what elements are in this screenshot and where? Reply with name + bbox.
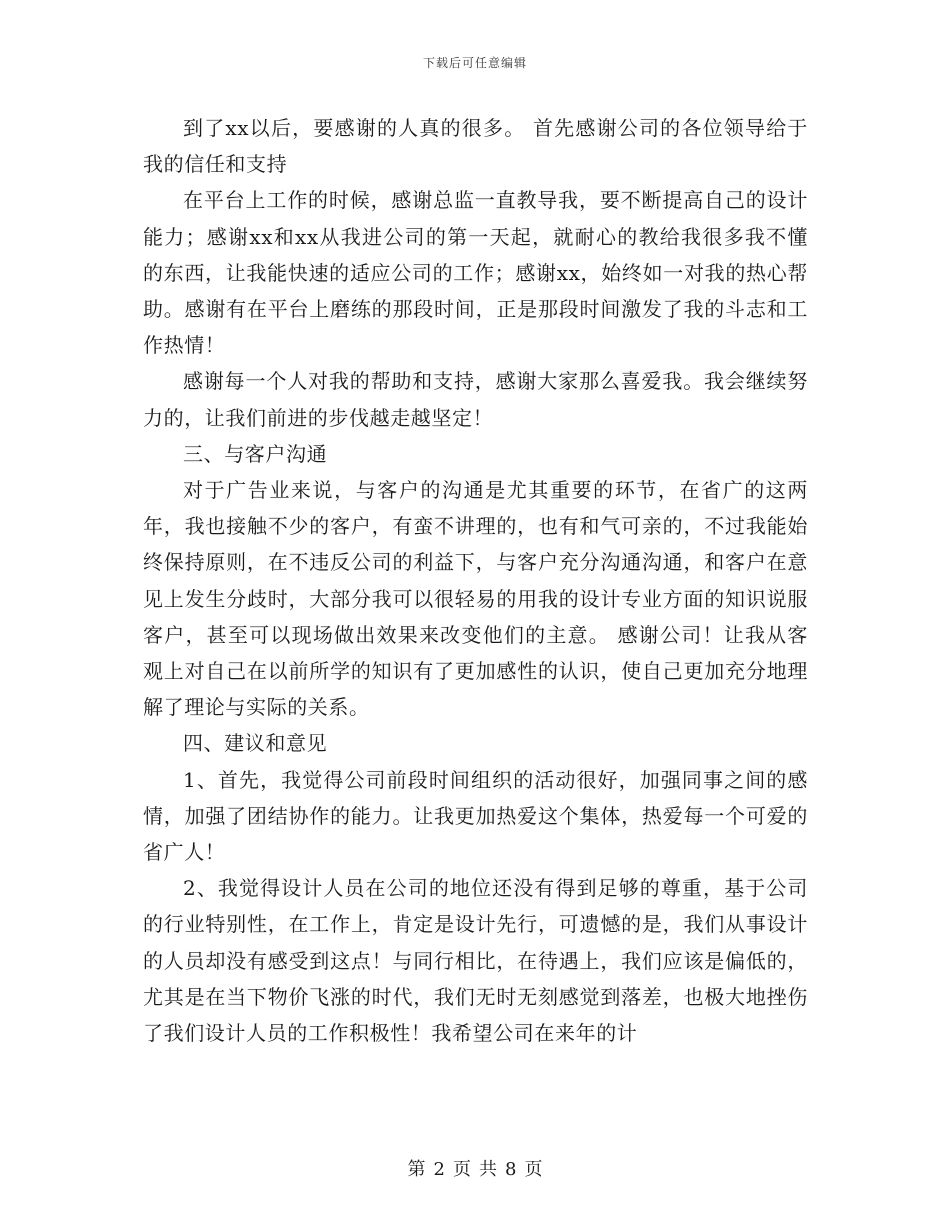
- paragraph-suggestion-1: 1、首先，我觉得公司前段时间组织的活动很好，加强同事之间的感情，加强了团结协作的能力。让我更加热爱这个集体，热爱每一个可爱的省广人！: [143, 767, 808, 865]
- paragraph-suggestion-2: 2、我觉得设计人员在公司的地位还没有得到足够的尊重，基于公司的行业特别性，在工作上，肯定是设计先行，可遗憾的是，我们从事设计的人员却没有感受到这点！与同行相比，在待遇上，我们应该是偏低的，尤其是在当下物价飞涨的时代，我们无时无刻感觉到落差，也极大地挫伤了我们设计人员的工作积极性！我希望公司在来年的计: [143, 876, 808, 1046]
- footer-prefix: 第: [407, 1159, 426, 1180]
- paragraph-thanks-leaders: 到了xx以后，要感谢的人真的很多。 首先感谢公司的各位领导给于我的信任和支持: [143, 116, 808, 177]
- page-header: 下载后可任意编辑: [422, 56, 527, 70]
- page-footer: [0, 1155, 950, 1181]
- footer-page-label: 页: [453, 1159, 471, 1180]
- section-heading-client-communication: 三、与客户沟通: [183, 441, 328, 466]
- paragraph-thanks-colleagues: 在平台上工作的时候，感谢总监一直教导我，要不断提高自己的设计能力；感谢xx和xx从我进公司的第一天起，就耐心的教给我很多我不懂的东西，让我能快速的适应公司的工作；感谢xx，始终如一对我的热心帮助。感谢有在平台上磨练的那段时间，正是那段时间激发了我的斗志和工作热情！: [143, 188, 808, 358]
- footer-current-page: 2: [433, 1159, 445, 1180]
- paragraph-client-communication: 对于广告业来说，与客户的沟通是尤其重要的环节，在省广的这两年，我也接触不少的客户，有蛮不讲理的，也有和气可亲的，不过我能始终保持原则，在不违反公司的利益下，与客户充分沟通沟通，和客户在意见上发生分歧时，大部分我可以很轻易的用我的设计专业方面的知识说服客户，甚至可以现场做出效果来改变他们的主意。 感谢公司！让我从客观上对自己在以前所学的知识有了更加感性的认识，使自己更加充分地理解了理论与实际的关系。: [143, 478, 808, 720]
- footer-total-prefix: 共: [479, 1159, 497, 1180]
- paragraph-thanks-everyone: 感谢每一个人对我的帮助和支持，感谢大家那么喜爱我。我会继续努力的，让我们前进的步伐越走越坚定！: [143, 369, 808, 430]
- section-heading-suggestions: 四、建议和意见: [183, 731, 328, 756]
- footer-total-label: 页: [524, 1159, 543, 1180]
- footer-total-pages: 8: [505, 1159, 517, 1180]
- document-body: [143, 110, 808, 1051]
